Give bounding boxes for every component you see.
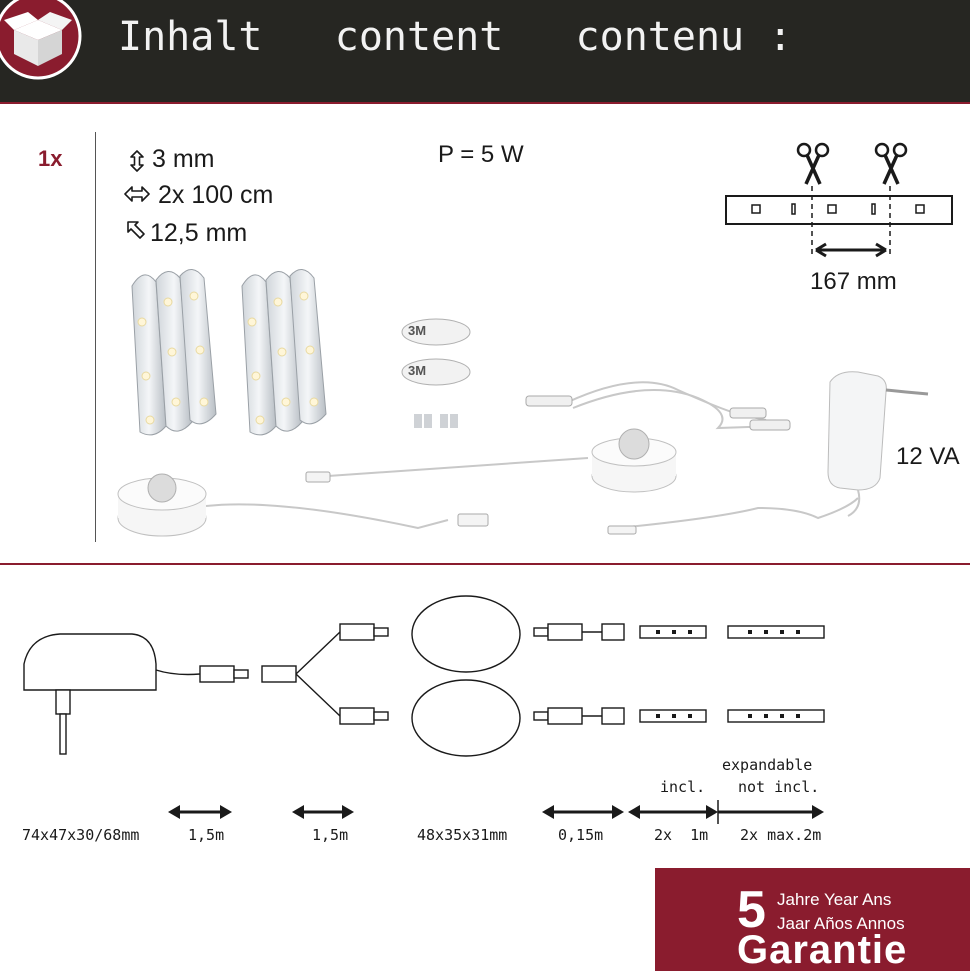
adapter-rating-label: 12 VA <box>896 443 960 470</box>
guarantee-line-1: Jahre Year Ans <box>777 890 892 909</box>
sensor-outline <box>412 596 520 672</box>
label-incl: incl. <box>660 778 706 796</box>
scissors-icon <box>876 144 906 184</box>
guarantee-title: Garantie <box>737 928 908 972</box>
adhesive-label-1: 3M <box>408 323 427 338</box>
guarantee-badge <box>655 868 970 971</box>
power-adapter-outline <box>24 634 156 690</box>
cut-length-arrow <box>816 244 886 256</box>
strip-outline <box>728 626 824 638</box>
dimension-label: 1,5m <box>312 826 349 844</box>
header-divider <box>0 102 970 104</box>
dimension-arrows <box>0 800 970 824</box>
cut-diagram <box>720 138 960 268</box>
section-divider <box>0 563 970 565</box>
power-label: P = 5 W <box>438 141 524 168</box>
dimension-label: 2x 1m <box>654 826 709 844</box>
strip-outline <box>728 710 824 722</box>
spec-width: 12,5 mm <box>150 219 248 247</box>
spec-length: 2x 100 cm <box>158 181 274 209</box>
height-arrow-icon <box>128 150 146 172</box>
guarantee-years: 5 <box>737 881 766 939</box>
label-not-incl: not incl. <box>738 778 820 796</box>
adhesive-label-2: 3M <box>408 363 427 378</box>
dimension-label: 2x max.2m <box>740 826 822 844</box>
guarantee-line-2: Jaar Años Annos <box>777 914 905 933</box>
package-box-icon <box>0 0 84 86</box>
header-bar <box>0 0 970 102</box>
motion-sensor <box>592 429 676 492</box>
cut-length-label: 167 mm <box>810 268 897 295</box>
dimension-label: 48x35x31mm <box>417 826 508 844</box>
spec-height: 3 mm <box>152 145 215 173</box>
dimension-label: 1,5m <box>188 826 225 844</box>
led-strip-segment <box>726 196 952 224</box>
page-title: Inhalt content contenu : <box>118 14 793 60</box>
motion-sensor <box>118 474 206 536</box>
length-arrow-icon <box>124 186 150 202</box>
dimension-label: 74x47x30/68mm <box>22 826 140 844</box>
sensor-outline <box>412 680 520 756</box>
scissors-icon <box>798 144 828 184</box>
label-expandable: expandable <box>722 756 813 774</box>
system-diagram <box>0 590 970 760</box>
cables-and-sensors <box>118 368 948 548</box>
quantity-label: 1x <box>38 146 63 171</box>
vertical-divider <box>95 132 96 542</box>
dimension-label: 0,15m <box>558 826 604 844</box>
width-arrow-icon <box>126 220 148 242</box>
